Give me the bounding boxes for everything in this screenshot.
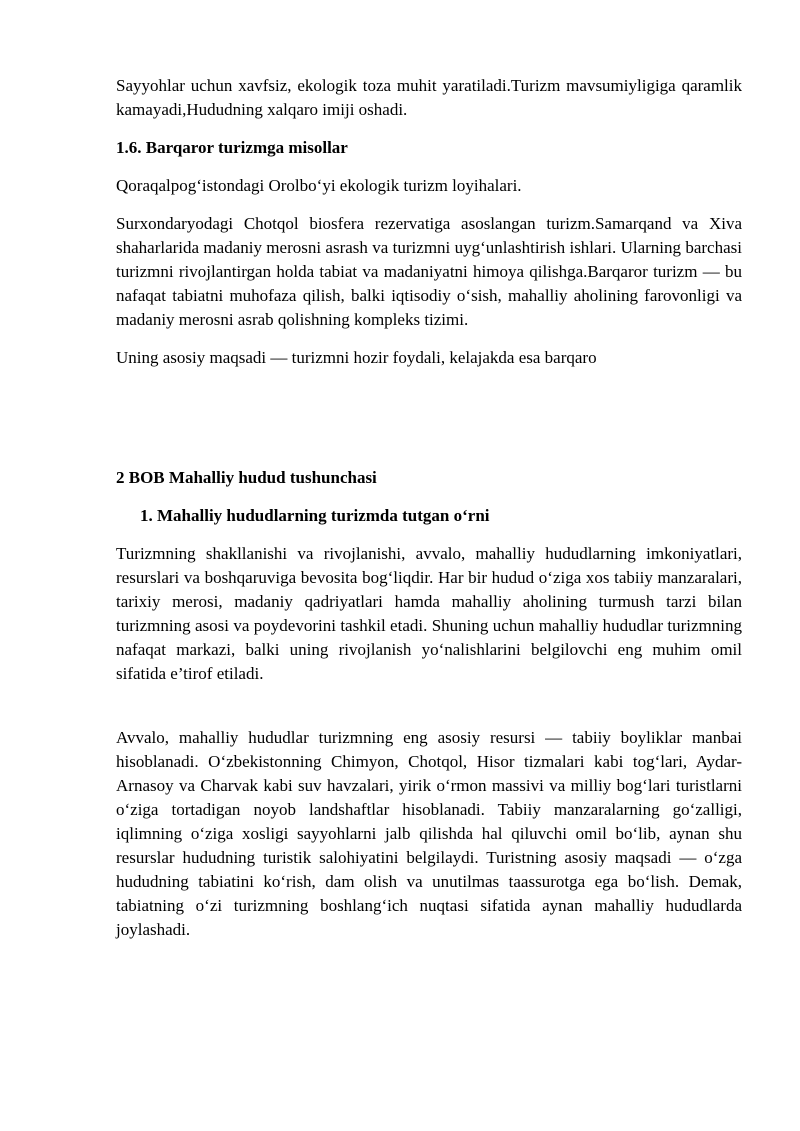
chapter-heading: 2 BOB Mahalliy hudud tushunchasi [116,468,377,487]
subsection-heading: 1. Mahalliy hududlarning turizmda tutgan o‘rni [140,506,490,525]
blank-space [116,700,742,726]
paragraph-orolboyi: Qoraqalpog‘istondagi Orolbo‘yi ekologik turizm loyihalari. [116,176,522,195]
paragraph-examples: Surxondaryodagi Chotqol biosfera rezervatiga asoslangan turizm.Samarqand va Xiva shaharlarida madaniy merosni asrash va turizmni uyg‘unlashtirish ishlari. Ularning barchasi turizmni rivojlantirgan holda tabiat va madaniyatni himoya qilishga.Barqaror turizm — bu nafaqat tabiatni muhofaza qilish, balki iqtisodiy o‘sish, mahalliy aholining farovonligi va madaniy merosni asrab qolishning kompleks tizimi. [116,214,742,329]
paragraph-benefits: Sayyohlar uchun xavfsiz, ekologik toza muhit yaratiladi.Turizm mavsumiyligiga qaramlik kamayadi,Hududning xalqaro imiji oshadi. [116,76,742,119]
paragraph-natural-resources: Avvalo, mahalliy hududlar turizmning eng asosiy resursi — tabiiy boyliklar manbai hisoblanadi. O‘zbekistonning Chimyon, Chotqol, Hisor tizmalari kabi tog‘lari, Aydar-Arnasoy va Charvak kabi suv havzalari, yirik o‘rmon massivi va milliy bog‘lari turistlarni o‘ziga tortadigan noyob landshaftlar hisoblanadi. Tabiiy manzaralarning go‘zalligi, iqlimning o‘ziga xosligi sayyohlarni jalb qilishda hal qiluvchi omil bo‘lib, aynan shu resurslar hududning turistik salohiyatini belgilaydi. Turistning asosiy maqsadi — o‘zga hududning tabiatini ko‘rish, dam olish va unutilmas taassurotga ega bo‘lish. Demak, tabiatning o‘zi turizmning boshlang‘ich nuqtasi sifatida aynan mahalliy hududlarda joylashadi. [116,728,742,939]
document-page [116,74,742,956]
blank-space [116,384,742,466]
paragraph-goal: Uning asosiy maqsadi — turizmni hozir foydali, kelajakda esa barqaro [116,348,597,367]
paragraph-local-regions: Turizmning shakllanishi va rivojlanishi, avvalo, mahalliy hududlarning imkoniyatlari, resurslari va boshqaruviga bevosita bog‘liqdir. Har bir hudud o‘ziga xos tabiiy manzaralari, tarixiy merosi, madaniy qadriyatlari hamda mahalliy aholining turmush tarzi bilan turizmning asosi va poydevorini tashkil etadi. Shuning uchun mahalliy hududlar turizmning nafaqat markazi, balki uning rivojlanish yo‘nalishlarini belgilovchi eng muhim omil sifatida e’tirof etiladi. [116,544,742,683]
section-heading-examples: 1.6. Barqaror turizmga misollar [116,138,348,157]
